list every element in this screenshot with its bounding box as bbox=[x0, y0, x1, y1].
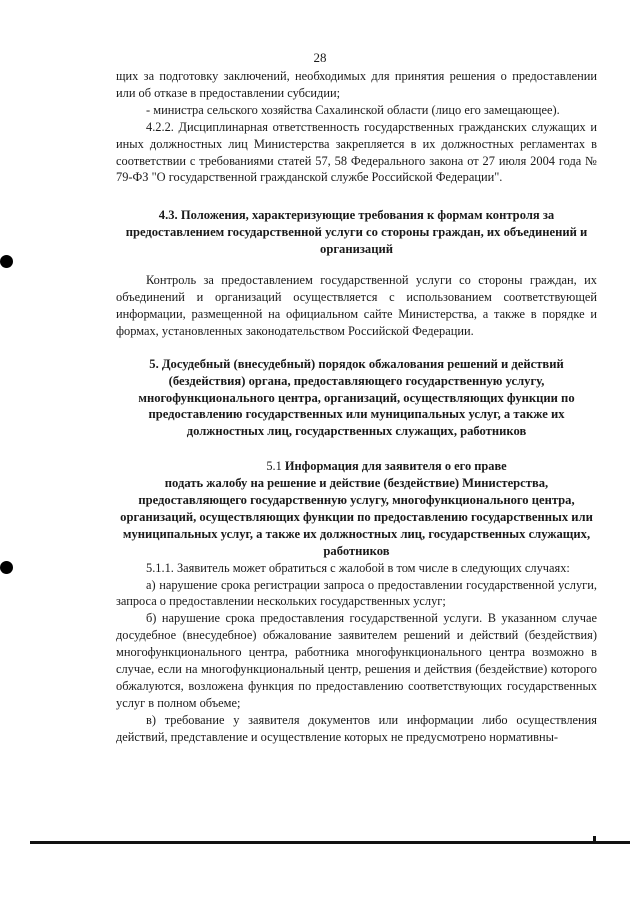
paragraph-continuation: щих за подготовку заключений, необходимых для принятия решения о предоставлении или об отказе в предоставлении субсидии; bbox=[116, 69, 597, 100]
spacer bbox=[116, 440, 597, 458]
spacer bbox=[116, 258, 597, 272]
page-number: 28 bbox=[313, 50, 327, 65]
list-item-c: в) требование у заявителя документов или информации либо осуществления действий, представление и осуществление которых не предусмотрено нормативны- bbox=[116, 712, 597, 744]
spacer bbox=[116, 186, 597, 207]
binder-hole-mark bbox=[0, 255, 13, 268]
section-4-3-text: Контроль за предоставлением государственной услуги со стороны граждан, их объединений и организаций осуществляется с использованием соответствующей информации, размещенной на официальном сайте Министерства, а также в порядке и формах, установленных законодательством Российской Федерации. bbox=[116, 273, 597, 338]
paragraph-4-2-2: 4.2.2. Дисциплинарная ответственность государственных гражданских служащих и иных должностных лиц Министерства закрепляется в их должностных регламентах в соответствии с требованиями статей 57, 58 Федерального закона от 27 июля 2004 года № 79-ФЗ "О государственной гражданской службе Российской Федерации". bbox=[116, 119, 597, 185]
section-4-3-heading: 4.3. Положения, характеризующие требования к формам контроля за предоставлением государственной услуги со стороны граждан, их объединений и организаций bbox=[125, 208, 588, 257]
list-item-b: б) нарушение срока предоставления государственной услуги. В указанном случае досудебное (внесудебное) обжалование заявителем решений и действий (бездействия) многофункционального центра, работника многофункционального центра возможно в случае, если на многофункциональный центр, решения и действия (бездействие) которого обжалуются, возложена функция по предоставлению соответствующих государственных услуг в полном объеме; bbox=[116, 611, 597, 710]
section-5-1-title-start: Информация для заявителя о его праве bbox=[284, 459, 507, 474]
scan-edge-tick bbox=[593, 836, 596, 843]
section-5-1-1-intro: 5.1.1. Заявитель может обратиться с жалобой в том числе в следующих случаях: bbox=[146, 560, 570, 575]
list-item-a: а) нарушение срока регистрации запроса о предоставлении государственной услуги, запроса о предоставлении нескольких государственных услуг; bbox=[116, 577, 597, 609]
spacer bbox=[116, 340, 597, 356]
binder-hole-mark bbox=[0, 561, 13, 574]
section-5-1-number: 5.1 bbox=[266, 459, 285, 474]
paragraph-minister: - министра сельского хозяйства Сахалинской области (лицо его замещающее). bbox=[146, 102, 560, 117]
scan-edge-line bbox=[30, 841, 630, 844]
document-body bbox=[116, 68, 597, 746]
section-5-1-heading: подать жалобу на решение и действие (бездействие) Министерства, предоставляющего государственную услугу, многофункционального центра, организаций, осуществляющих функции по предоставлению государственных или муниципальных услуг, а также их должностных лиц, государственных служащих, работников bbox=[120, 476, 593, 558]
section-5-heading: 5. Досудебный (внесудебный) порядок обжалования решений и действий (бездействия) органа, предоставляющего государственную услугу, многофункционального центра, организаций, осуществляющих функции по предоставлению государственных или муниципальных услуг, а также их должностных лиц, государственных служащих, работников bbox=[138, 356, 575, 439]
section-5-1-heading-line1 bbox=[116, 458, 597, 475]
